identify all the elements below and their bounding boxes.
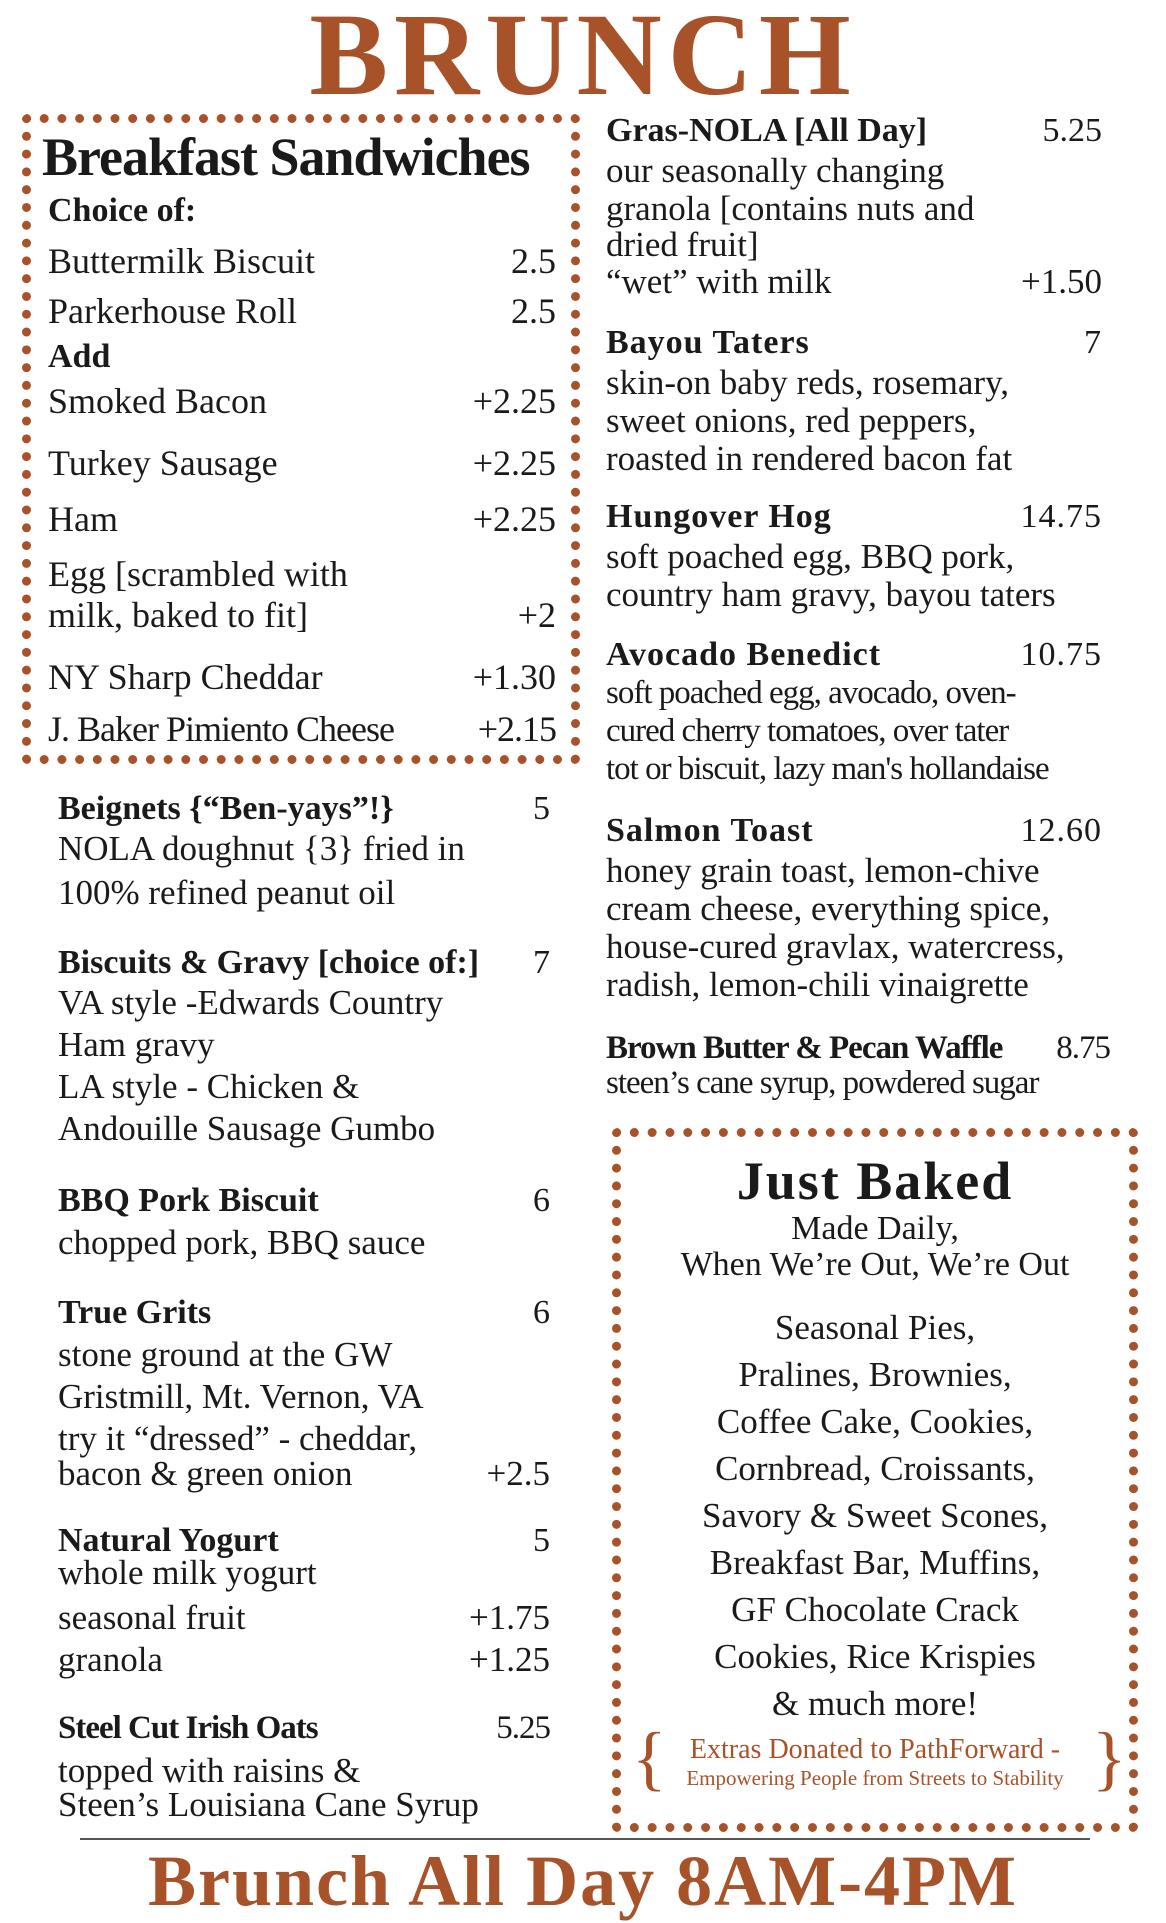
salmon-desc-2: cream cheese, everything spice, xyxy=(606,889,1051,928)
oats-desc-2: Steen’s Louisiana Cane Syrup xyxy=(58,1785,479,1824)
option-name: “wet” with milk xyxy=(606,262,832,301)
taters-desc-2: sweet onions, red peppers, xyxy=(606,401,977,440)
item-name: Parkerhouse Roll xyxy=(48,291,297,331)
just-baked-list xyxy=(612,1304,1138,1727)
item-name: milk, baked to fit] xyxy=(48,595,308,635)
footer-hours: Brunch All Day 8AM-4PM xyxy=(148,1841,1018,1921)
baked-item: Seasonal Pies, xyxy=(774,1308,976,1347)
menu-item-turkey-sausage xyxy=(48,442,556,484)
right-brace-icon: } xyxy=(1092,1718,1127,1798)
item-price: +1.30 xyxy=(472,657,556,697)
item-name: Gras-NOLA [All Day] xyxy=(606,112,928,149)
item-name: Biscuits & Gravy [choice of:] xyxy=(58,944,480,981)
item-name: J. Baker Pimiento Cheese xyxy=(48,709,394,749)
item-name: Salmon Toast xyxy=(606,812,814,849)
biscuits-gravy-desc-4: Andouille Sausage Gumbo xyxy=(58,1109,436,1148)
item-price: +2.25 xyxy=(472,381,556,421)
gras-nola-desc-2: granola [contains nuts and xyxy=(606,189,975,228)
just-baked-heading: Just Baked xyxy=(736,1151,1014,1211)
menu-item-egg-line1: Egg [scrambled with xyxy=(48,554,348,594)
item-name: Brown Butter & Pecan Waffle xyxy=(606,1030,1003,1066)
option-name: granola xyxy=(58,1640,163,1679)
item-price: +2.5 xyxy=(486,1454,550,1493)
menu-item-egg xyxy=(48,594,556,636)
item-price: +2.25 xyxy=(472,499,556,539)
option-price: +1.75 xyxy=(469,1598,550,1637)
salmon-desc-1: honey grain toast, lemon-chive xyxy=(606,851,1040,890)
menu-item-beignets xyxy=(58,790,550,828)
baked-item: Breakfast Bar, Muffins, xyxy=(709,1543,1041,1582)
option-name: seasonal fruit xyxy=(58,1598,246,1637)
item-price: 14.75 xyxy=(1020,498,1102,535)
avocado-desc-2: cured cherry tomatoes, over tater xyxy=(606,713,1009,749)
menu-item-true-grits xyxy=(58,1294,550,1332)
item-price: 2.5 xyxy=(511,241,556,281)
item-price: 5 xyxy=(533,1522,550,1559)
item-price: +2 xyxy=(517,595,556,635)
yogurt-option-granola xyxy=(58,1640,550,1680)
menu-item-bbq-pork-biscuit xyxy=(58,1182,550,1220)
choice-label: Choice of: xyxy=(48,192,197,229)
item-price: 5.25 xyxy=(496,1710,550,1746)
oats-desc-1: topped with raisins & xyxy=(58,1751,361,1790)
item-name: Hungover Hog xyxy=(606,498,832,535)
menu-item-steel-cut-oats xyxy=(58,1710,550,1747)
item-name: Turkey Sausage xyxy=(48,443,278,483)
waffle-desc: steen’s cane syrup, powdered sugar xyxy=(606,1065,1039,1101)
just-baked-sub-1: Made Daily, xyxy=(791,1210,959,1247)
item-name: Smoked Bacon xyxy=(48,381,267,421)
hog-desc-2: country ham gravy, bayou taters xyxy=(606,575,1056,614)
breakfast-sandwiches-heading: Breakfast Sandwiches xyxy=(42,127,530,187)
biscuits-gravy-desc-3: LA style - Chicken & xyxy=(58,1067,360,1106)
item-name: True Grits xyxy=(58,1294,212,1331)
add-label: Add xyxy=(48,338,111,375)
option-price: +1.25 xyxy=(469,1640,550,1679)
option-price: +1.50 xyxy=(1021,262,1102,301)
true-grits-extra xyxy=(58,1454,550,1494)
menu-item-salmon-toast xyxy=(606,812,1102,850)
yogurt-option-fruit xyxy=(58,1598,550,1638)
baked-item: Cornbread, Croissants, xyxy=(715,1449,1035,1488)
menu-item-parkerhouse-roll xyxy=(48,290,556,332)
beignets-desc-1: NOLA doughnut {3} fried in xyxy=(58,829,465,868)
menu-item-ham xyxy=(48,498,556,540)
taters-desc-1: skin-on baby reds, rosemary, xyxy=(606,363,1010,402)
gras-nola-desc-1: our seasonally changing xyxy=(606,151,945,190)
item-price: 5 xyxy=(533,790,550,827)
menu-item-buttermilk-biscuit xyxy=(48,240,556,282)
bbq-biscuit-desc: chopped pork, BBQ sauce xyxy=(58,1223,426,1262)
menu-title: BRUNCH xyxy=(309,0,857,120)
baked-item: Pralines, Brownies, xyxy=(738,1355,1012,1394)
item-name: Ham xyxy=(48,499,118,539)
beignets-desc-2: 100% refined peanut oil xyxy=(58,873,396,912)
hog-desc-1: soft poached egg, BBQ pork, xyxy=(606,537,1015,576)
item-price: 7 xyxy=(533,944,550,981)
menu-item-brown-butter-waffle xyxy=(606,1030,1110,1067)
item-name: Buttermilk Biscuit xyxy=(48,241,315,281)
gras-nola-option-wet xyxy=(606,262,1102,302)
item-price: +2.15 xyxy=(477,709,556,749)
item-price: 2.5 xyxy=(511,291,556,331)
menu-item-avocado-benedict xyxy=(606,636,1102,674)
gras-nola-desc-3: dried fruit] xyxy=(606,225,759,264)
salmon-desc-3: house-cured gravlax, watercress, xyxy=(606,927,1065,966)
item-price: 7 xyxy=(1084,324,1102,361)
true-grits-desc-2: Gristmill, Mt. Vernon, VA xyxy=(58,1377,424,1416)
yogurt-desc: whole milk yogurt xyxy=(58,1553,317,1592)
biscuits-gravy-desc-1: VA style -Edwards Country xyxy=(58,983,444,1022)
item-name: Steel Cut Irish Oats xyxy=(58,1710,318,1746)
avocado-desc-1: soft poached egg, avocado, oven- xyxy=(606,675,1016,711)
item-name: bacon & green onion xyxy=(58,1454,353,1493)
salmon-desc-4: radish, lemon-chili vinaigrette xyxy=(606,965,1029,1004)
baked-item: GF Chocolate Crack xyxy=(731,1590,1019,1629)
item-price: 8.75 xyxy=(1056,1030,1110,1066)
item-name: Avocado Benedict xyxy=(606,636,882,673)
baked-item: Cookies, Rice Krispies xyxy=(714,1637,1036,1676)
menu-item-biscuits-gravy xyxy=(58,944,550,982)
item-name: BBQ Pork Biscuit xyxy=(58,1182,319,1219)
just-baked-sub-2: When We’re Out, We’re Out xyxy=(680,1246,1070,1283)
true-grits-desc-1: stone ground at the GW xyxy=(58,1335,393,1374)
menu-item-hungover-hog xyxy=(606,498,1102,536)
left-brace-icon: { xyxy=(632,1718,667,1798)
donation-line-2: Empowering People from Streets to Stability xyxy=(686,1766,1064,1790)
item-price: +2.25 xyxy=(472,443,556,483)
menu-item-pimiento-cheese xyxy=(48,708,556,750)
menu-item-smoked-bacon xyxy=(48,380,556,422)
menu-item-bayou-taters xyxy=(606,324,1102,362)
biscuits-gravy-desc-2: Ham gravy xyxy=(58,1025,215,1064)
taters-desc-3: roasted in rendered bacon fat xyxy=(606,439,1013,478)
item-price: 12.60 xyxy=(1020,812,1102,849)
avocado-desc-3: tot or biscuit, lazy man's hollandaise xyxy=(606,751,1049,787)
item-name: NY Sharp Cheddar xyxy=(48,657,323,697)
donation-line-1: Extras Donated to PathForward - xyxy=(689,1734,1061,1765)
true-grits-desc-3: try it “dressed” - cheddar, xyxy=(58,1419,418,1458)
menu-item-gras-nola xyxy=(606,112,1102,150)
item-price: 6 xyxy=(533,1182,550,1219)
item-price: 5.25 xyxy=(1042,112,1102,149)
item-price: 6 xyxy=(533,1294,550,1331)
item-name: Bayou Taters xyxy=(606,324,810,361)
baked-item: & much more! xyxy=(771,1684,979,1723)
item-price: 10.75 xyxy=(1020,636,1102,673)
item-name: Beignets {“Ben-yays”!} xyxy=(58,790,394,827)
menu-item-ny-sharp-cheddar xyxy=(48,656,556,698)
item-name: Natural Yogurt xyxy=(58,1522,279,1559)
baked-item: Coffee Cake, Cookies, xyxy=(716,1402,1034,1441)
baked-item: Savory & Sweet Scones, xyxy=(701,1496,1049,1535)
